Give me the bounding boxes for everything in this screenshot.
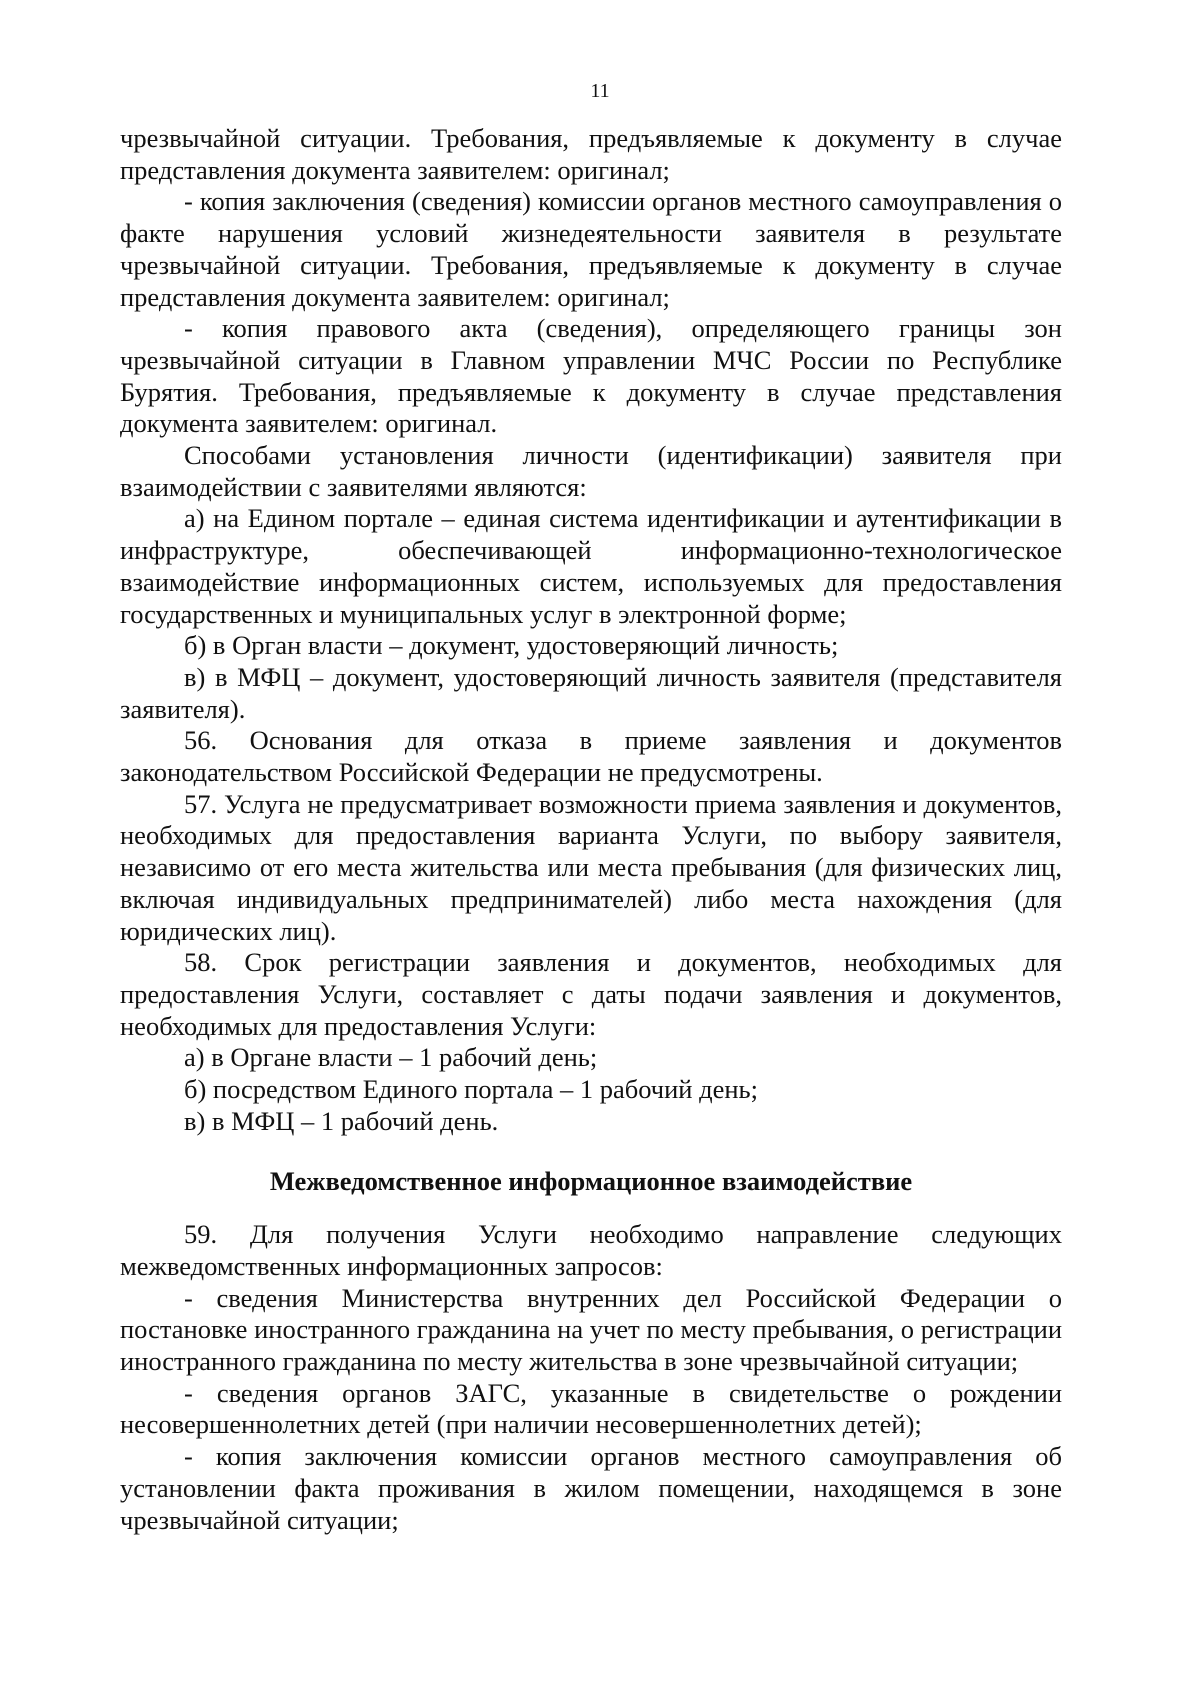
paragraph: - копия правового акта (сведения), определяющего границы зон чрезвычайной ситуации в Главном управлении МЧС России по Республике Бурятия. Требования, предъявляемые к документу в случае представления документа заявителем: оригинал.: [120, 313, 1062, 439]
paragraph: а) в Органе власти – 1 рабочий день;: [184, 1042, 598, 1073]
paragraph: б) в Орган власти – документ, удостоверяющий личность;: [184, 630, 839, 661]
paragraph: Способами установления личности (идентификации) заявителя при взаимодействии с заявителями являются:: [120, 440, 1062, 502]
paragraph: в) в МФЦ – документ, удостоверяющий личность заявителя (представителя заявителя).: [120, 661, 1062, 724]
section-heading: Межведомственное информационное взаимодействие: [269, 1165, 913, 1196]
paragraph: - сведения Министерства внутренних дел Российской Федерации о постановке иностранного гражданина на учет по месту пребывания, о регистрации иностранного гражданина по месту жительства в зоне чрезвычайной ситуации;: [120, 1282, 1062, 1377]
paragraph: чрезвычайной ситуации. Требования, предъявляемые к документу в случае представления документа заявителем: оригинал;: [120, 123, 1062, 185]
document-body: [120, 123, 1062, 1536]
paragraph: - сведения органов ЗАГС, указанные в свидетельстве о рождении несовершеннолетних детей (при наличии несовершеннолетних детей);: [120, 1377, 1062, 1440]
paragraph: - копия заключения комиссии органов местного самоуправления об установлении факта проживания в жилом помещении, находящемся в зоне чрезвычайной ситуации;: [120, 1441, 1062, 1535]
page-number: 11: [590, 80, 610, 102]
paragraph: в) в МФЦ – 1 рабочий день.: [184, 1105, 499, 1136]
paragraph: 59. Для получения Услуги необходимо направление следующих межведомственных информационных запросов:: [120, 1219, 1062, 1281]
paragraph: 58. Срок регистрации заявления и документов, необходимых для предоставления Услуги, составляет с даты подачи заявления и документов, необходимых для предоставления Услуги:: [120, 947, 1062, 1041]
paragraph: - копия заключения (сведения) комиссии органов местного самоуправления о факте нарушения условий жизнедеятельности заявителя в результате чрезвычайной ситуации. Требования, предъявляемые к документу в случае представления документа заявителем: оригинал;: [120, 186, 1062, 312]
paragraph: 57. Услуга не предусматривает возможности приема заявления и документов, необходимых для предоставления варианта Услуги, по выбору заявителя, независимо от его места жительства или места пребывания (для физических лиц, включая индивидуальных предпринимателей) либо места нахождения (для юридических лиц).: [120, 788, 1062, 946]
paragraph: а) на Едином портале – единая система идентификации и аутентификации в инфраструктуре, обеспечивающей информационно-технологическое взаимодействие информационных систем, используемых для предоставления государственных и муниципальных услуг в электронной форме;: [120, 503, 1062, 629]
paragraph: б) посредством Единого портала – 1 рабочий день;: [184, 1074, 758, 1105]
paragraph: 56. Основания для отказа в приеме заявления и документов законодательством Российской Федерации не предусмотрены.: [120, 725, 1062, 788]
